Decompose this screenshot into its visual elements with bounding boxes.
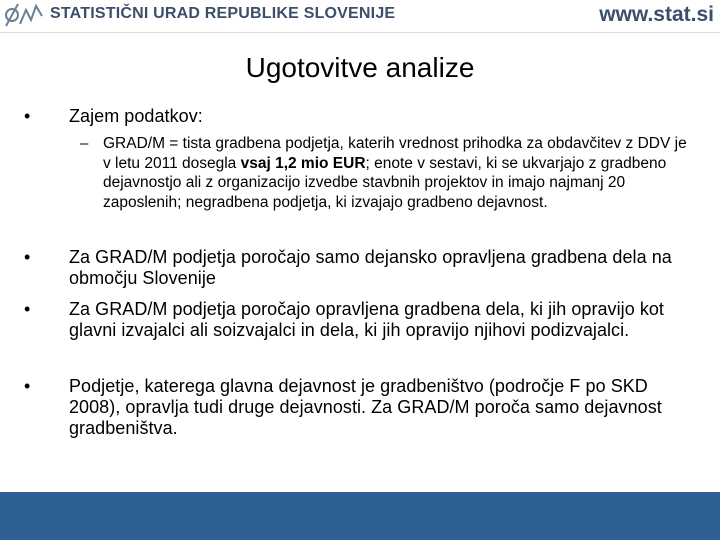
bullet-text: Za GRAD/M podjetja poročajo samo dejansko opravljena gradbena dela na območju Slovenije bbox=[69, 247, 672, 288]
bullet-icon: • bbox=[24, 247, 31, 267]
header bbox=[0, 0, 720, 30]
site-url[interactable]: www.stat.si bbox=[599, 3, 714, 26]
bullet-icon: • bbox=[24, 299, 31, 319]
sors-logo-icon bbox=[4, 2, 44, 28]
bullet-text: Podjetje, katerega glavna dejavnost je gradbeništvo (področje F po SKD 2008), opravlja tudi druge dejavnosti. Za GRAD/M poroča samo dejavnost gradbeništva. bbox=[69, 376, 662, 438]
slide-title: Ugotovitve analize bbox=[245, 52, 475, 83]
org-name: STATISTIČNI URAD REPUBLIKE SLOVENIJE bbox=[50, 5, 396, 22]
header-divider bbox=[0, 32, 720, 33]
bullet-icon: • bbox=[24, 106, 31, 126]
sub-bullet-emphasis: vsaj 1,2 mio EUR bbox=[240, 154, 366, 172]
sub-bullet-text-part1: GRAD/M = tista gradbena podjetja, katerih vrednost prihodka za obdavčitev z DDV je v letu 2011 dosegla bbox=[103, 135, 687, 172]
dash-icon: – bbox=[80, 135, 89, 152]
sub-bullet-text-part2: ; enote v sestavi, ki se ukvarjajo z gradbeno dejavnostjo ali z organizacijo izvedbe stavbnih projektov in imajo najmanj 20 zaposlenih; negradbena podjetja, ki izvajajo gradbeno dejavnost. bbox=[103, 154, 667, 211]
bullet-text: Zajem podatkov: bbox=[69, 106, 203, 126]
sub-bullet-text bbox=[103, 134, 698, 212]
footer-bar bbox=[0, 492, 720, 540]
bullet-icon: • bbox=[24, 376, 31, 396]
bullet-text: Za GRAD/M podjetja poročajo opravljena gradbena dela, ki jih opravijo kot glavni izvajalci ali soizvajalci in dela, ki jih opravijo njihovi podizvajalci. bbox=[69, 299, 664, 340]
